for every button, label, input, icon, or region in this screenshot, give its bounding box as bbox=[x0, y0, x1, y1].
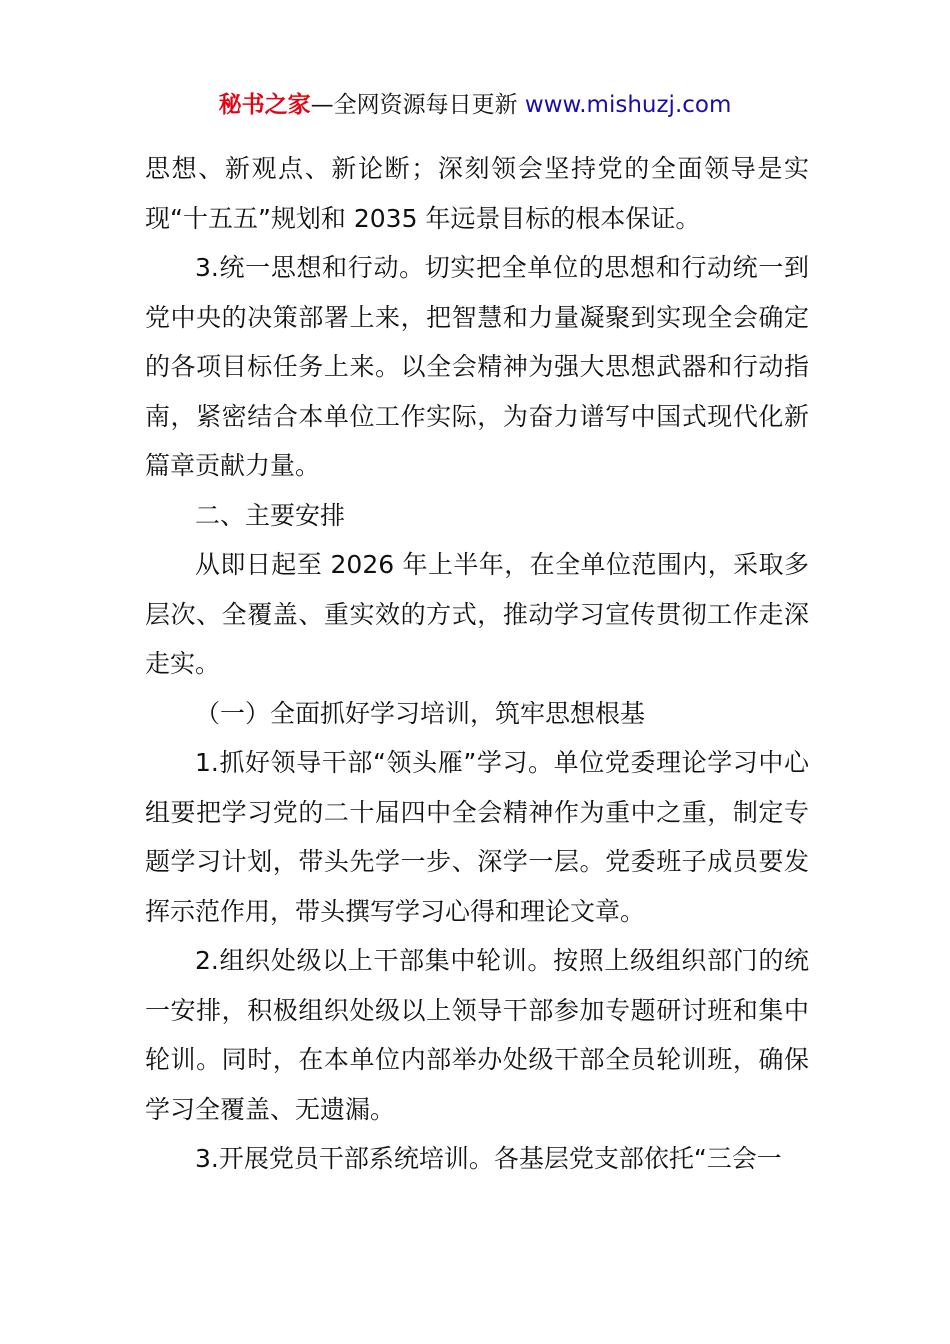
document-body bbox=[145, 144, 809, 1184]
paragraph-timeline: 从即日起至 2026 年上半年，在全单位范围内，采取多层次、全覆盖、重实效的方式，推动学习宣传贯彻工作走深走实。 bbox=[145, 550, 809, 678]
site-url-link[interactable]: www.mishuzj.com bbox=[524, 92, 732, 118]
paragraph-cadre-training: 2.组织处级以上干部集中轮训。按照上级组织部门的统一安排，积极组织处级以上领导干部参加专题研讨班和集中轮训。同时，在本单位内部举办处级干部全员轮训班，确保学习全覆盖、无遗漏。 bbox=[145, 946, 809, 1124]
subsection-heading-study-training: （一）全面抓好学习培训，筑牢思想根基 bbox=[195, 698, 646, 728]
section-heading-main-arrangements: 二、主要安排 bbox=[195, 500, 346, 530]
paragraph-continuation: 思想、新观点、新论断；深刻领会坚持党的全面领导是实现“十五五”规划和 2035 年远景目标的根本保证。 bbox=[145, 154, 809, 233]
paragraph-unify-thought: 3.统一思想和行动。切实把全单位的思想和行动统一到党中央的决策部署上来，把智慧和力量凝聚到实现全会确定的各项目标任务上来。以全会精神为强大思想武器和行动指南，紧密结合本单位工作实际，为奋力谱写中国式现代化新篇章贡献力量。 bbox=[145, 253, 809, 480]
paragraph-leader-study: 1.抓好领导干部“领头雁”学习。单位党委理论学习中心组要把学习党的二十届四中全会精神作为重中之重，制定专题学习计划，带头先学一步、深学一层。党委班子成员要发挥示范作用，带头撰写学习心得和理论文章。 bbox=[145, 748, 809, 926]
header-tagline: —全网资源每日更新 bbox=[310, 92, 525, 118]
site-header bbox=[0, 88, 950, 122]
brand-name: 秘书之家 bbox=[218, 92, 311, 118]
paragraph-party-member-training: 3.开展党员干部系统培训。各基层党支部依托“三会一 bbox=[195, 1144, 782, 1173]
